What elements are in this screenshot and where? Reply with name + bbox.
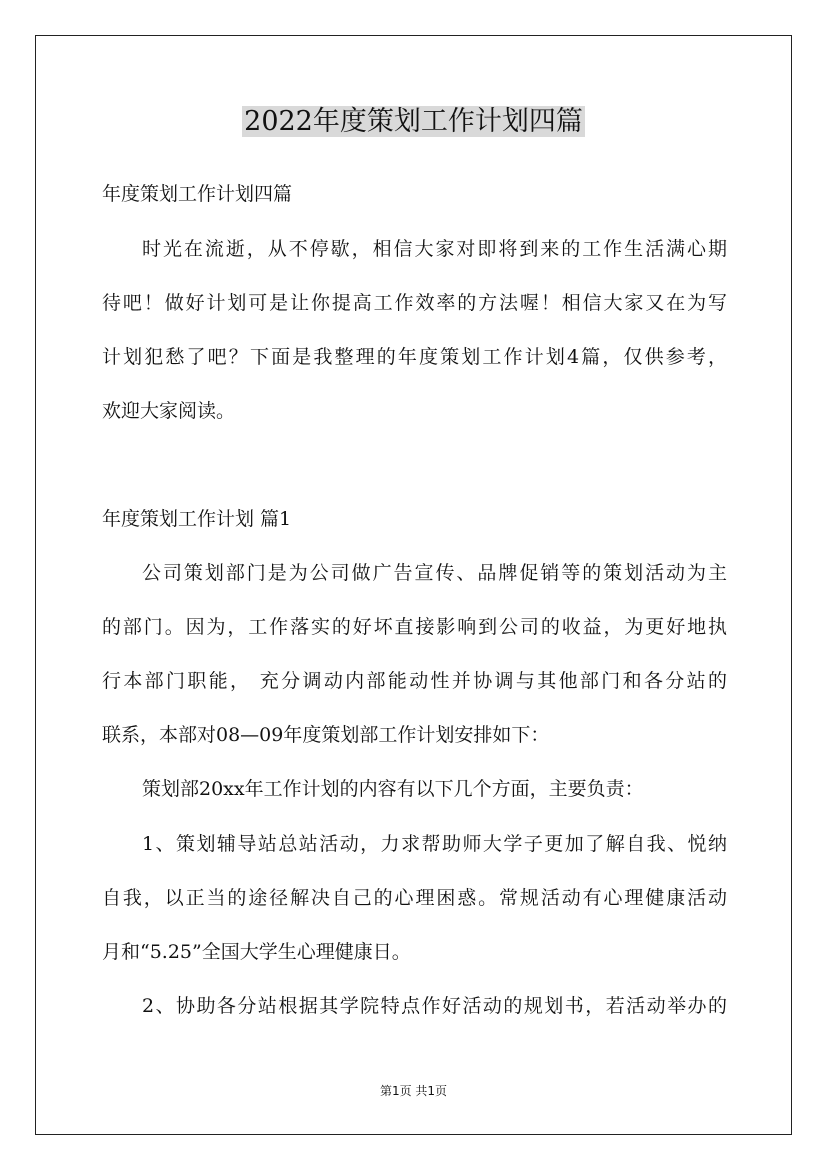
section-line-4: 联系，本部对08—09年度策划部工作计划安排如下：: [102, 724, 550, 746]
intro-line-2: 待吧！做好计划可是让你提高工作效率的方法喔！相信大家又在为写: [102, 292, 727, 314]
intro-line-4: 欢迎大家阅读。: [102, 400, 236, 422]
section-line-9: 2、协助各分站根据其学院特点作好活动的规划书，若活动举办的: [142, 995, 727, 1017]
section-line-8: 月和“5.25”全国大学生心理健康日。: [102, 941, 411, 963]
section-line-5: 策划部20xx年工作计划的内容有以下几个方面，主要负责：: [142, 778, 644, 800]
document-subtitle: 年度策划工作计划四篇: [102, 183, 293, 205]
intro-line-3: 计划犯愁了吧？下面是我整理的年度策划工作计划4篇，仅供参考，: [102, 346, 727, 368]
document-title-text: 2022年度策划工作计划四篇: [244, 106, 583, 137]
section-heading: 年度策划工作计划 篇1: [102, 508, 292, 530]
document-title: [0, 100, 827, 144]
page-number-footer: 第1页 共1页: [379, 1084, 448, 1098]
section-line-3: 行本部门职能， 充分调动内部能动性并协调与其他部门和各分站的: [102, 670, 727, 692]
section-line-6: 1、策划辅导站总站活动，力求帮助师大学子更加了解自我、悦纳: [142, 833, 727, 855]
section-line-2: 的部门。因为，工作落实的好坏直接影响到公司的收益，为更好地执: [102, 616, 727, 638]
section-line-1: 公司策划部门是为公司做广告宣传、品牌促销等的策划活动为主: [142, 562, 727, 584]
section-line-7: 自我，以正当的途径解决自己的心理困惑。常规活动有心理健康活动: [102, 887, 727, 909]
intro-line-1: 时光在流逝，从不停歇，相信大家对即将到来的工作生活满心期: [142, 238, 727, 260]
